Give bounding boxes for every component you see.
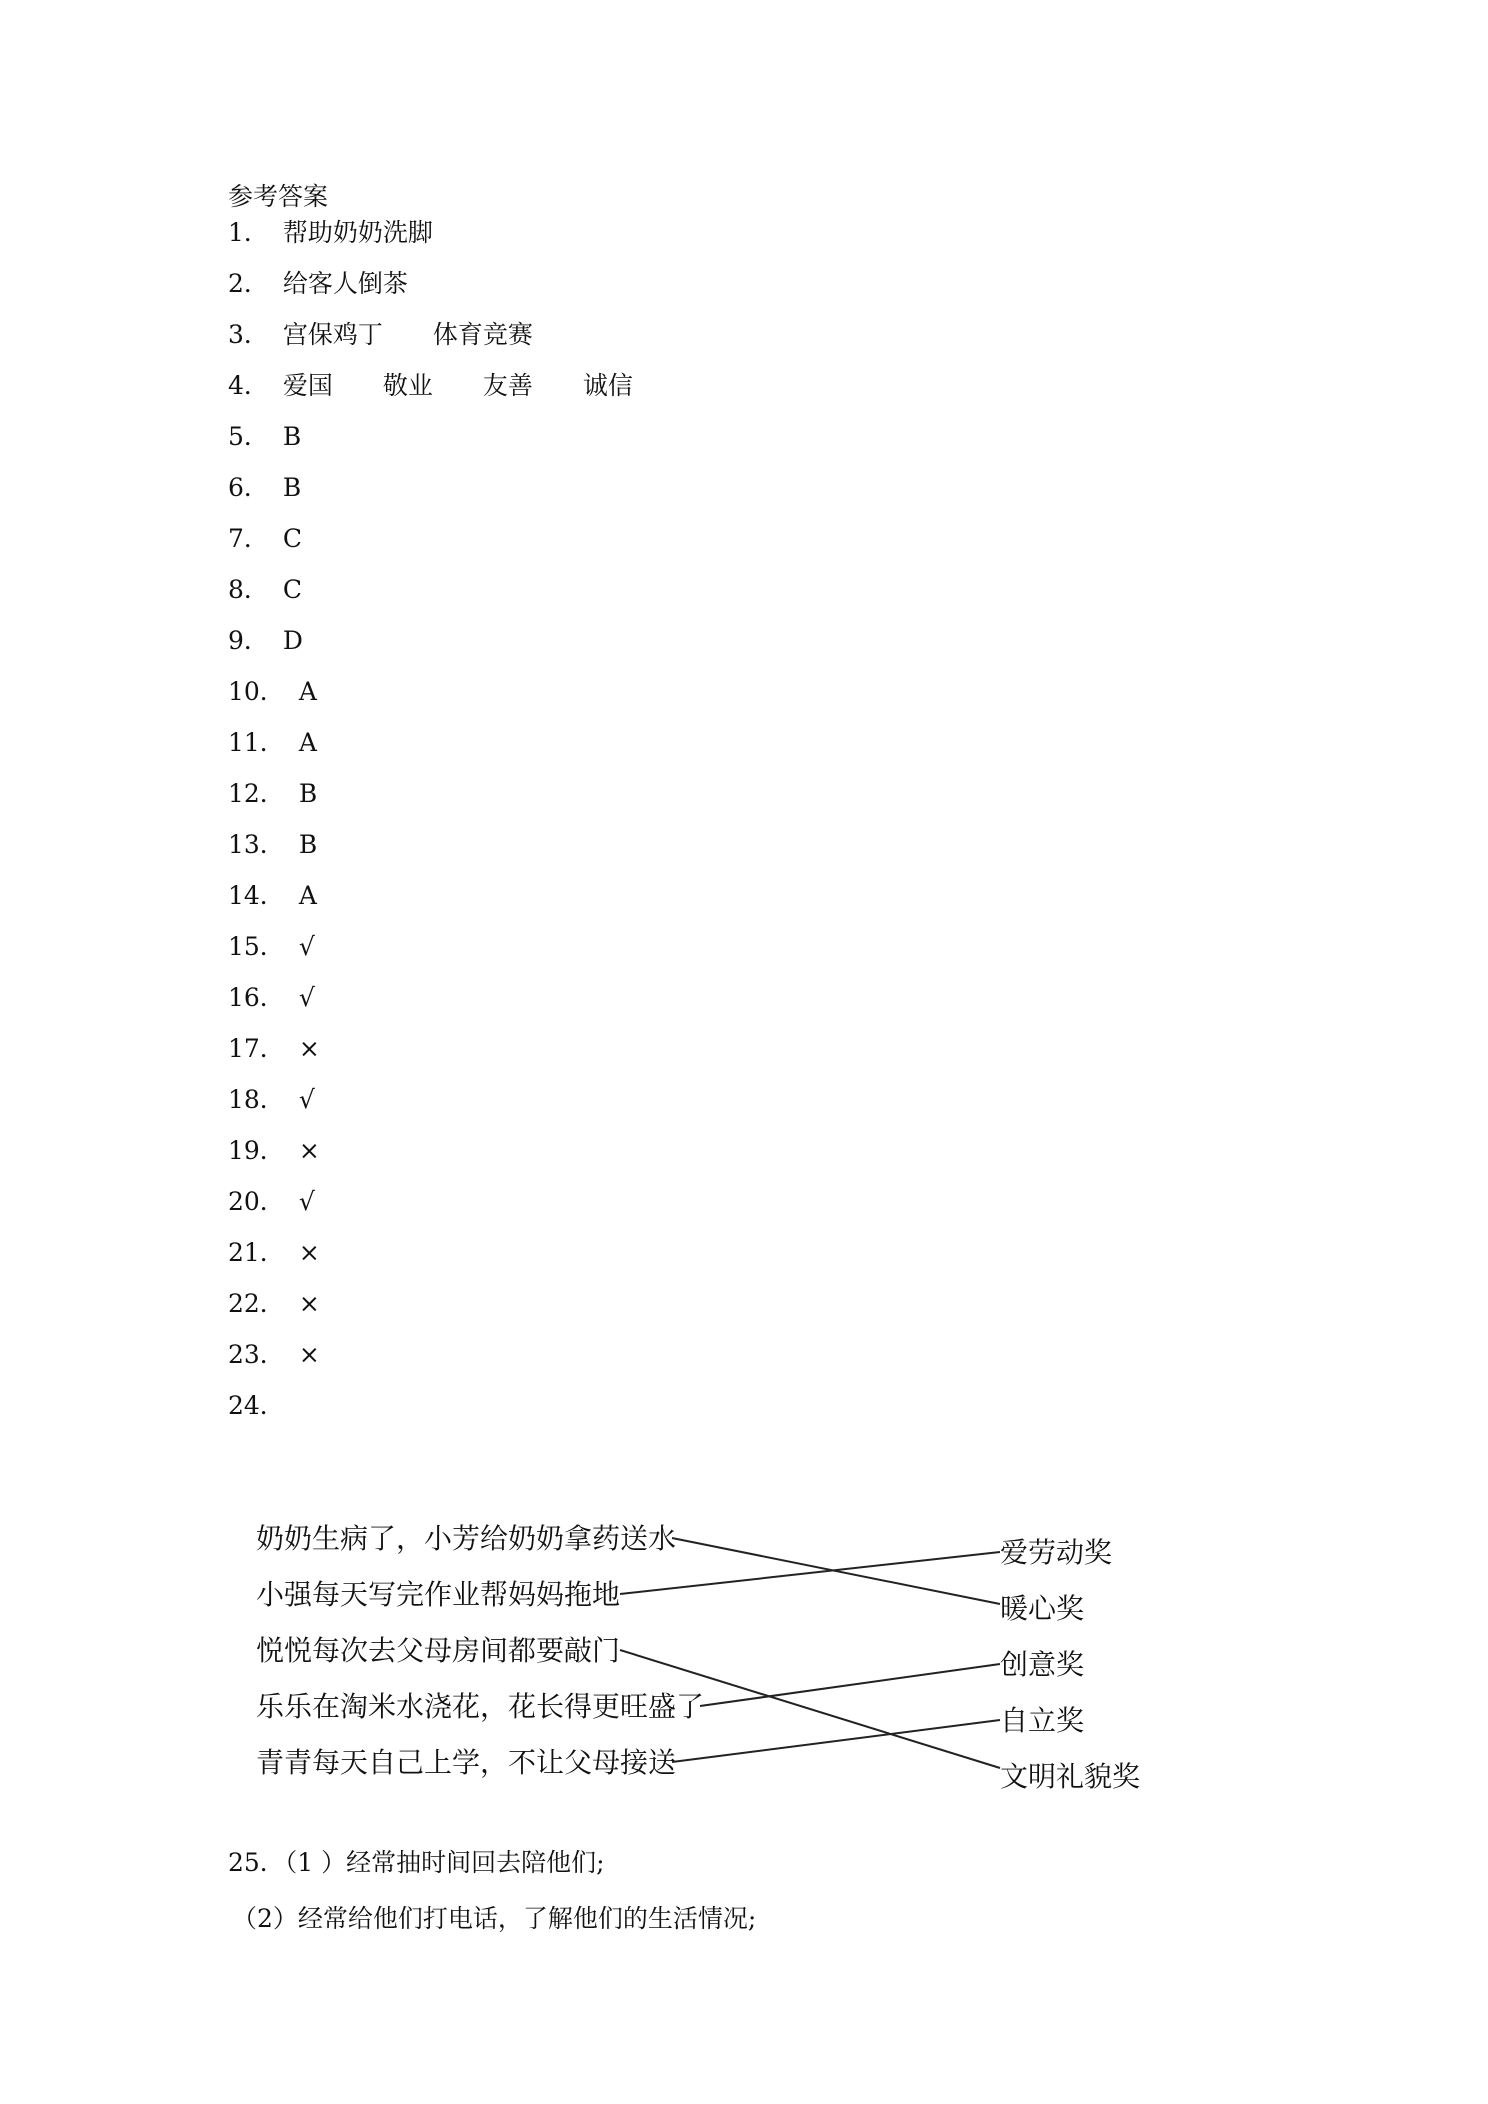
answer-value: 帮助奶奶洗脚 xyxy=(282,218,433,247)
answer-number: 14． xyxy=(228,881,285,910)
match-left-4: 乐乐在淘米水浇花，花长得更旺盛了 xyxy=(256,1690,705,1723)
match-right-2: 暖心奖 xyxy=(1000,1592,1085,1625)
answer-value: × xyxy=(298,1136,320,1165)
answer-value: × xyxy=(298,1340,320,1369)
answer-number: 8． xyxy=(228,575,269,604)
answer-value: 爱国 敬业 友善 诚信 xyxy=(282,371,633,400)
match-left-3: 悦悦每次去父母房间都要敲门 xyxy=(256,1634,621,1667)
answer-number: 24． xyxy=(228,1391,285,1420)
answer-number: 1． xyxy=(228,218,269,247)
match-right-1: 爱劳动奖 xyxy=(1000,1536,1113,1569)
answer-number: 10． xyxy=(228,677,285,706)
answer-value: C xyxy=(282,524,303,553)
page-title: 参考答案 xyxy=(228,182,329,211)
answer-number: 13． xyxy=(228,830,285,859)
match-right-4: 自立奖 xyxy=(1000,1704,1085,1737)
match-line-5 xyxy=(672,1720,1000,1762)
answer-value: B xyxy=(282,473,302,502)
answer-number: 9． xyxy=(228,626,269,655)
answer-number: 12． xyxy=(228,779,285,808)
match-left-1: 奶奶生病了，小芳给奶奶拿药送水 xyxy=(256,1522,677,1555)
answer-25-part-1: 25．（1 ）经常抽时间回去陪他们; xyxy=(228,1848,605,1877)
answer-number: 7． xyxy=(228,524,269,553)
answer-number: 19． xyxy=(228,1136,285,1165)
answer-number: 17． xyxy=(228,1034,285,1063)
answer-value: B xyxy=(282,422,302,451)
answer-value: × xyxy=(298,1289,320,1318)
answer-number: 20． xyxy=(228,1187,285,1216)
answer-value: 给客人倒茶 xyxy=(282,269,408,298)
answer-25-part-2: （2）经常给他们打电话，了解他们的生活情况; xyxy=(232,1904,757,1933)
answer-value: B xyxy=(298,830,318,859)
answer-value: × xyxy=(298,1034,320,1063)
answer-value: A xyxy=(298,881,317,910)
answer-value: A xyxy=(298,677,317,706)
answer-number: 3． xyxy=(228,320,269,349)
match-left-5: 青青每天自己上学，不让父母接送 xyxy=(256,1746,677,1779)
match-line-2 xyxy=(620,1552,1000,1594)
answer-number: 18． xyxy=(228,1085,285,1114)
answer-value: √ xyxy=(298,1085,315,1114)
match-line-4 xyxy=(700,1664,1000,1706)
answer-number: 2． xyxy=(228,269,269,298)
answer-value: D xyxy=(282,626,303,655)
matching-lines xyxy=(620,1538,1000,1768)
answer-number: 11． xyxy=(228,728,285,757)
answer-number: 21． xyxy=(228,1238,285,1267)
answer-number: 22． xyxy=(228,1289,285,1318)
answer-number: 6． xyxy=(228,473,269,502)
answer-value: √ xyxy=(298,983,315,1012)
answer-value: A xyxy=(298,728,317,757)
match-right-5: 文明礼貌奖 xyxy=(1000,1760,1141,1793)
answer-value: × xyxy=(298,1238,320,1267)
answer-number: 4． xyxy=(228,371,269,400)
answer-value: B xyxy=(298,779,318,808)
answer-number: 16． xyxy=(228,983,285,1012)
answer-number: 23． xyxy=(228,1340,285,1369)
answer-value: 宫保鸡丁 体育竞赛 xyxy=(282,320,533,349)
answer-value: √ xyxy=(298,932,315,961)
match-right-3: 创意奖 xyxy=(1000,1648,1085,1681)
answer-number: 15． xyxy=(228,932,285,961)
answer-value: C xyxy=(282,575,303,604)
answer-value: √ xyxy=(298,1187,315,1216)
answer-number: 5． xyxy=(228,422,269,451)
match-left-2: 小强每天写完作业帮妈妈拖地 xyxy=(256,1578,621,1611)
